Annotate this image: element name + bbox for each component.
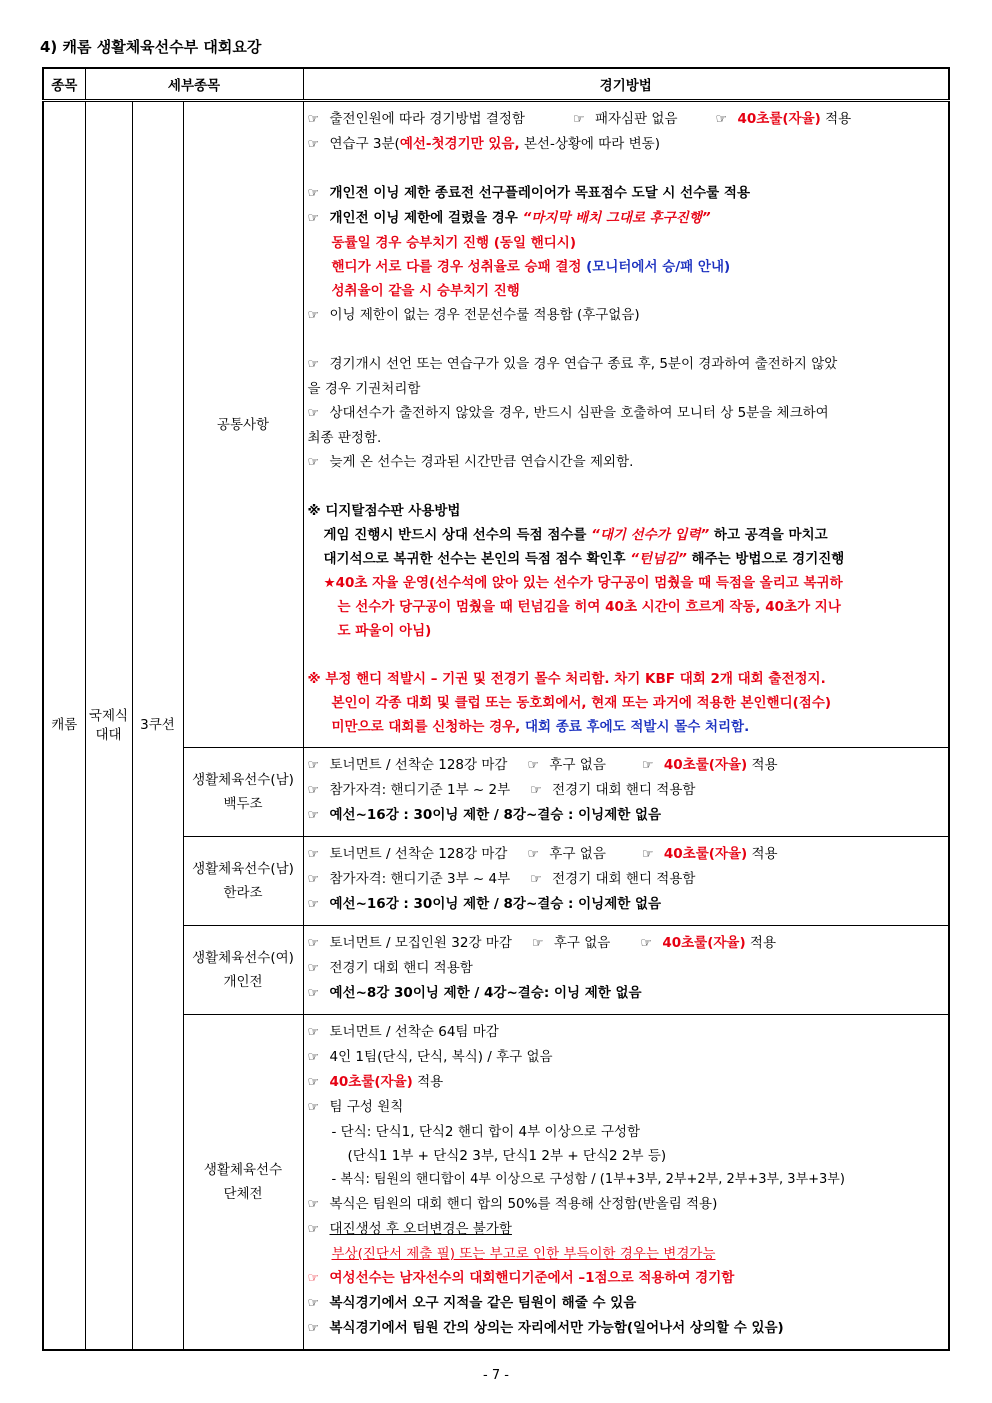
list-item: ☞ 예선~16강 : 30이닝 제한 / 8강~결승 : 이닝제한 없음 — [308, 892, 946, 917]
pointing-hand-icon: ☞ — [307, 186, 320, 201]
list-item: - 복식: 팀원의 핸디합이 4부 이상으로 구성함 / (1부+3부, 2부+2부, 2부+3부, 3부+3부) — [331, 1172, 845, 1187]
pointing-hand-icon: ☞ — [307, 783, 320, 798]
list-item: ☞ 개인전 이닝 제한 종료전 선구플레이어가 목표점수 도달 시 선수룰 적용 — [308, 181, 946, 206]
common-label: 공통사항 — [183, 101, 303, 748]
pointing-hand-icon: ☞ — [307, 872, 320, 887]
common-content — [303, 101, 949, 748]
pointing-hand-icon: ☞ — [307, 1100, 320, 1115]
list-item: 게임 진행시 반드시 상대 선수의 득점 점수를 “대기 선수가 입력” 하고 공격을 마치고 — [323, 527, 828, 543]
section-title: 4) 캐롬 생활체육선수부 대회요강 — [40, 38, 262, 56]
pointing-hand-icon: ☞ — [527, 758, 540, 773]
pointing-hand-icon: ☞ — [531, 936, 544, 951]
header-sport: 종목 — [43, 68, 85, 101]
list-item: 는 선수가 당구공이 멈췄을 때 턴넘김을 히여 40초 시간이 흐르게 작동, 40초가 지나 — [337, 599, 841, 615]
list-item: 최종 판정함. — [307, 430, 382, 446]
table-header-row — [43, 68, 949, 101]
pointing-hand-icon: ☞ — [307, 455, 320, 470]
list-item: 을 경우 기권처리함 — [307, 381, 421, 397]
list-item: ☞ 개인전 이닝 제한에 걸렸을 경우 “마지막 배치 그대로 후구진행” — [308, 206, 946, 231]
pointing-hand-icon: ☞ — [307, 308, 320, 323]
pointing-hand-icon: ☞ — [641, 847, 654, 862]
women-content — [303, 926, 949, 1015]
list-item: 성취율이 같을 시 승부치기 진행 — [331, 283, 520, 299]
list-item: ☞ 참가자격: 핸디기준 3부 ~ 4부 ☞ 전경기 대회 핸디 적용함 — [308, 867, 946, 892]
list-item: 부상(진단서 제출 필) 또는 부고로 인한 부득이한 경우는 변경가능 — [331, 1246, 716, 1262]
list-item: ☞ 토너먼트 / 선착순 64팀 마감 — [308, 1020, 946, 1045]
sport-cell: 캐롬 — [43, 101, 85, 1351]
header-detail-label: 세부종목 — [167, 78, 221, 94]
list-item: ☞ 팀 구성 원칙 — [308, 1095, 946, 1120]
pointing-hand-icon: ☞ — [307, 936, 320, 951]
pointing-hand-icon: ☞ — [307, 1321, 320, 1336]
list-item: ☞ 40초룰(자율) 적용 — [308, 1070, 946, 1095]
list-item: ★40초 자율 운영(선수석에 앉아 있는 선수가 당구공이 멈췄을 때 득점을 올리고 복귀하 — [323, 575, 843, 591]
pointing-hand-icon: ☞ — [307, 1271, 320, 1286]
pointing-hand-icon: ☞ — [307, 897, 320, 912]
list-item: ☞ 대진생성 후 오더변경은 불가함 — [308, 1217, 946, 1242]
pointing-hand-icon: ☞ — [307, 137, 320, 152]
men-halla-label: 생활체육선수(남) 한라조 — [183, 837, 303, 926]
page-number: - 7 - — [483, 1368, 509, 1383]
men-baekdu-content — [303, 748, 949, 837]
women-label: 생활체육선수(여) 개인전 — [183, 926, 303, 1015]
list-item: 대기석으로 복귀한 선수는 본인의 득점 점수 확인후 “턴넘김” 해주는 방법으로 경기진행 — [323, 551, 845, 567]
list-item: ※ 부정 핸디 적발시 – 기권 및 전경기 몰수 처리함. 차기 KBF 대회 2개 대회 출전정지. — [307, 671, 826, 687]
list-item: ☞ 늦게 온 선수는 경과된 시간만큼 연습시간을 제외함. — [308, 450, 946, 475]
team-content — [303, 1015, 949, 1351]
row-common — [43, 101, 949, 748]
pointing-hand-icon: ☞ — [530, 872, 542, 887]
men-halla-content — [303, 837, 949, 926]
list-item: 도 파울이 아님) — [337, 623, 432, 639]
list-item: 미만으로 대회를 신청하는 경우, 대회 종료 후에도 적발시 몰수 처리함. — [331, 719, 750, 735]
pointing-hand-icon: ☞ — [641, 758, 654, 773]
pointing-hand-icon: ☞ — [307, 1296, 320, 1311]
pointing-hand-icon: ☞ — [715, 112, 728, 127]
pointing-hand-icon: ☞ — [307, 961, 320, 976]
pointing-hand-icon: ☞ — [572, 112, 585, 127]
pointing-hand-icon: ☞ — [640, 936, 652, 951]
cushion-cell: 3쿠션 — [132, 101, 183, 1351]
list-item: ☞ 4인 1팀(단식, 단식, 복식) / 후구 없음 — [308, 1045, 946, 1070]
list-item: ☞ 토너먼트 / 선착순 128강 마감 ☞ 후구 없음 ☞ 40초룰(자율) 적용 — [308, 842, 946, 867]
list-item: ☞ 이닝 제한이 없는 경우 전문선수룰 적용함 (후구없음) — [308, 303, 946, 328]
list-item: ☞ 여성선수는 남자선수의 대회핸디기준에서 –1점으로 적용하여 경기함 — [308, 1266, 946, 1291]
pointing-hand-icon: ☞ — [307, 986, 320, 1001]
list-item: ☞ 토너먼트 / 모집인원 32강 마감 ☞ 후구 없음 ☞ 40초룰(자율) 적용 — [308, 931, 946, 956]
list-item: 동률일 경우 승부치기 진행 (동일 핸디시) — [331, 235, 577, 251]
pointing-hand-icon: ☞ — [527, 847, 540, 862]
list-item: ☞ 복식은 팀원의 대회 핸디 합의 50%를 적용해 산정함(반올림 적용) — [308, 1192, 946, 1217]
list-item: ☞ 예선~8강 30이닝 제한 / 4강~결승: 이닝 제한 없음 — [308, 981, 946, 1006]
pointing-hand-icon: ☞ — [307, 847, 320, 862]
pointing-hand-icon: ☞ — [307, 1025, 320, 1040]
list-item: ☞ 참가자격: 핸디기준 1부 ~ 2부 ☞ 전경기 대회 핸디 적용함 — [308, 778, 946, 803]
list-item: ☞ 토너먼트 / 선착순 128강 마감 ☞ 후구 없음 ☞ 40초룰(자율) 적용 — [308, 753, 946, 778]
rules-table — [42, 67, 950, 1351]
list-item: ☞ 연습구 3분(예선-첫경기만 있음, 본선-상황에 따라 변동) — [308, 132, 946, 157]
list-item: ☞ 예선~16강 : 30이닝 제한 / 8강~결승 : 이닝제한 없음 — [308, 803, 946, 828]
pointing-hand-icon: ☞ — [307, 1050, 320, 1065]
pointing-hand-icon: ☞ — [307, 406, 320, 421]
pointing-hand-icon: ☞ — [307, 112, 320, 127]
header-detail — [85, 68, 303, 101]
list-item: ☞ 상대선수가 출전하지 않았을 경우, 반드시 심판을 호출하여 모니터 상 5분을 체크하여 — [308, 401, 946, 426]
team-label: 생활체육선수 단체전 — [183, 1015, 303, 1351]
list-item: ☞ 복식경기에서 팀원 간의 상의는 자리에서만 가능함(일어나서 상의할 수 있음) — [308, 1316, 946, 1341]
header-method: 경기방법 — [303, 68, 949, 101]
list-item: ☞ 경기개시 선언 또는 연습구가 있을 경우 연습구 종료 후, 5분이 경과하여 출전하지 않았 — [308, 352, 946, 377]
list-item: ☞ 출전인원에 따라 경기방법 결정함 ☞ 패자심판 없음 ☞ 40초룰(자율) 적용 — [308, 107, 946, 132]
list-item: ※ 디지탈점수판 사용방법 — [307, 503, 461, 519]
list-item: ☞ 전경기 대회 핸디 적용함 — [308, 956, 946, 981]
pointing-hand-icon: ☞ — [307, 1222, 320, 1237]
pointing-hand-icon: ☞ — [307, 211, 320, 226]
list-item: (단식1 1부 + 단식2 3부, 단식1 2부 + 단식2 2부 등) — [347, 1148, 667, 1164]
list-item: 핸디가 서로 다를 경우 성취율로 승패 결정 (모니터에서 승/패 안내) — [331, 259, 731, 275]
pointing-hand-icon: ☞ — [307, 758, 320, 773]
list-item: ☞ 복식경기에서 오구 지적을 같은 팀원이 해줄 수 있음 — [308, 1291, 946, 1316]
pointing-hand-icon: ☞ — [307, 1075, 320, 1090]
pointing-hand-icon: ☞ — [307, 357, 320, 372]
pointing-hand-icon: ☞ — [307, 808, 320, 823]
division-cell: 국제식 대대 — [85, 101, 132, 1351]
pointing-hand-icon: ☞ — [530, 783, 542, 798]
list-item: - 단식: 단식1, 단식2 핸디 합이 4부 이상으로 구성함 — [331, 1124, 641, 1140]
pointing-hand-icon: ☞ — [307, 1197, 320, 1212]
men-baekdu-label: 생활체육선수(남) 백두조 — [183, 748, 303, 837]
list-item: 본인이 각종 대회 및 클럽 또는 동호회에서, 현재 또는 과거에 적용한 본인핸디(점수) — [331, 695, 832, 711]
